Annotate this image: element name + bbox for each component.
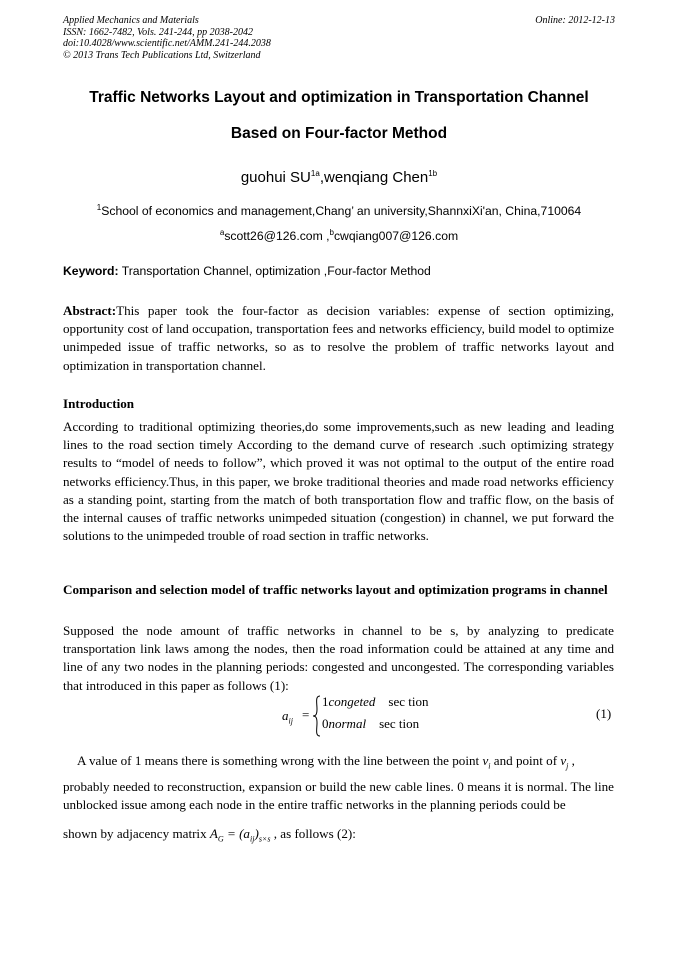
journal-header xyxy=(63,15,615,61)
author-1: guohui SU xyxy=(240,169,311,186)
paragraph-3-line-3: shown by adjacency matrix $A_G = (a_{ij})_{s\times s}$ , as follows (2): xyxy=(63,826,356,844)
doi-line: doi:10.4028/www.scientific.net/AMM.241-244.2038 xyxy=(63,38,271,49)
keyword-label: Keyword: xyxy=(63,264,119,278)
copyright-line: © 2013 Trans Tech Publications Ltd, Switzerland xyxy=(63,49,261,61)
issn-line: ISSN: 1662-7482, Vols. 241-244, pp 2038-2042 xyxy=(63,26,253,38)
email-b: cwqiang007@126.com xyxy=(333,229,459,243)
author-1-marker: 1a xyxy=(310,169,320,178)
abstract-text: This paper took the four-factor as decision variables: expense of section optimizing, opportunity cost of land occupation, transportation fees and networks efficiency, build model to optimize unimpeded issue of traffic networks, so as to resolve the problem of traffic networks layout and optimization in transportation channel. xyxy=(63,303,614,373)
symbol-vj: $v_j$ xyxy=(560,753,569,771)
keyword-text: Transportation Channel, optimization ,Four-factor Method xyxy=(118,264,431,278)
affiliation-text: School of economics and management,Chang’ an university,ShannxiXi'an, China,710064 xyxy=(101,204,582,218)
equation-1-number: (1) xyxy=(596,706,612,721)
author-2-marker: 1b xyxy=(428,169,438,178)
introduction-text: According to traditional optimizing theories,do some improvements,such as new leading and leading lines to the road section timely According to the demand curve of research .such optimizing strategy results to “model of needs to follow”, which proved it was not optimal to the output of the entire road networks efficiency.Thus, in this paper, we broke traditional theories and made road networks efficiency as a standing point, starting from the match of both transportation flow and traffic flow, on the basis of the internal causes of traffic networks unimpeded situation (congestion) in channel, we put forward the solutions to the unimpeded trouble of road section in traffic networks. xyxy=(63,419,614,544)
equation-case-2: 0normal sec tion xyxy=(322,716,420,731)
paper-title-line-1: Traffic Networks Layout and optimization in Transportation Channel xyxy=(89,89,589,106)
left-brace-icon xyxy=(312,695,321,737)
equation-case-1: 1congeted sec tion xyxy=(322,694,429,709)
abstract xyxy=(63,302,614,375)
equation-1 xyxy=(278,694,478,738)
section-2-heading: Comparison and selection model of traffic networks layout and optimization programs in channel xyxy=(63,582,608,597)
equation-equals: = xyxy=(302,707,310,722)
journal-name: Applied Mechanics and Materials xyxy=(63,15,199,26)
author-separator: , xyxy=(319,169,324,186)
author-emails xyxy=(20,229,658,243)
keywords xyxy=(63,264,623,278)
author-line xyxy=(40,169,638,186)
online-date: Online: 2012-12-13 xyxy=(535,15,615,26)
introduction-heading: Introduction xyxy=(63,396,135,411)
email-a: scott26@126.com , xyxy=(224,229,330,243)
email-a-marker: a xyxy=(219,227,225,237)
adjacency-matrix-expression: $A_G = (a_{ij})_{s\times s}$ xyxy=(209,826,271,844)
affiliation xyxy=(20,204,658,218)
section-2-text: Supposed the node amount of traffic networks in channel to be s, by analyzing to predicate transportation link laws among the nodes, then the road information could be attained at any time and line of any two nodes in the planning periods: congested and uncongested. The corresponding variables that introduced in this paper as follows (1): xyxy=(63,623,614,693)
symbol-vi: $v_i$ xyxy=(482,753,491,771)
paragraph-3-line-1: A value of 1 means there is something wrong with the line between the point $v_i$ and point of $v_j$ , xyxy=(77,753,575,771)
abstract-label: Abstract: xyxy=(63,303,117,318)
author-2: wenqiang Chen xyxy=(323,169,429,186)
affiliation-marker: 1 xyxy=(96,202,102,212)
equation-lhs: $a_{ij}$ xyxy=(282,708,293,726)
paper-title-line-2: Based on Four-factor Method xyxy=(230,125,448,142)
email-b-marker: b xyxy=(329,227,334,237)
paragraph-3-line-2: probably needed to reconstruction, expansion or build the new cable lines. 0 means it is normal. The line unblocked issue among each node in the entire traffic networks in the planning periods could be xyxy=(63,779,614,813)
